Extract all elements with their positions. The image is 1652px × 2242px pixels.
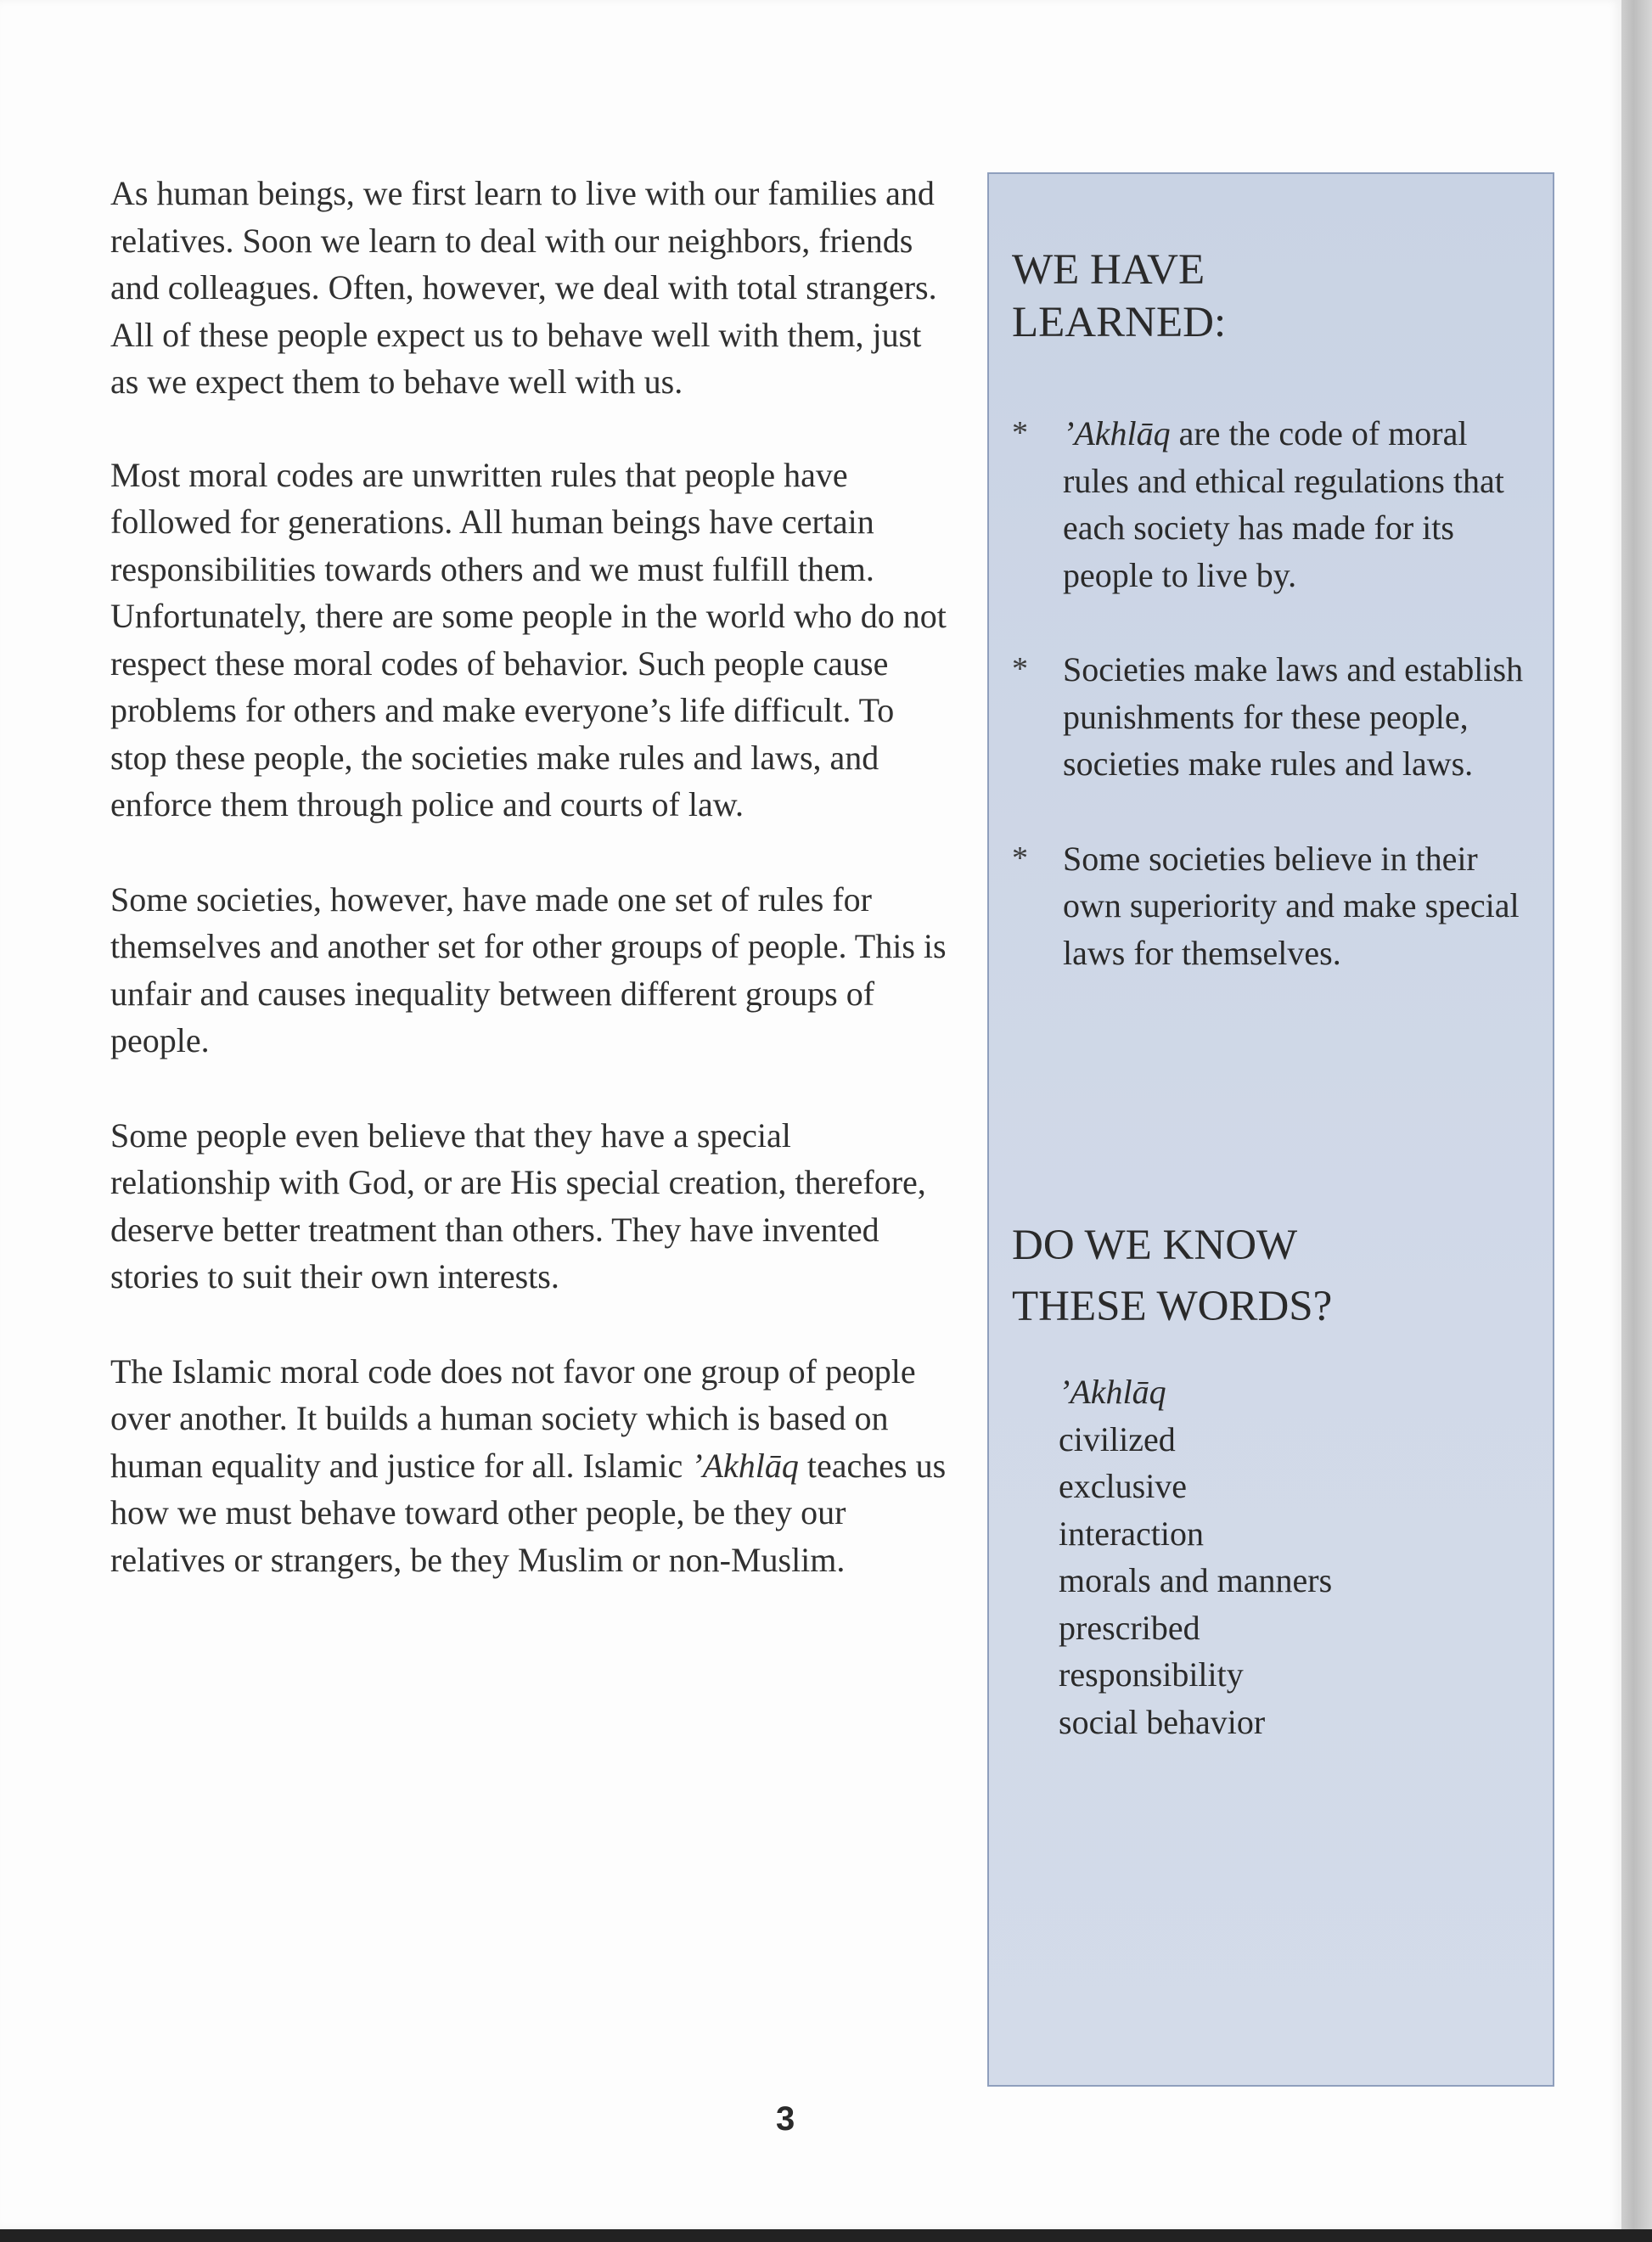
vocab-word: prescribed: [1059, 1608, 1200, 1647]
heading-line-2: LEARNED:: [1012, 299, 1227, 346]
vocab-word-akhlaq: ’Akhlāq: [1059, 1373, 1166, 1411]
vocab-word: social behavior: [1059, 1702, 1266, 1741]
page-edge-right: [1621, 0, 1652, 2242]
bullet-3-text: Some societies believe in their own superiority and make special laws for themselves.: [1063, 839, 1520, 972]
paragraph-5: [110, 1348, 951, 1584]
heading-line-2: THESE WORDS?: [1012, 1283, 1333, 1330]
bullet-2-text: Societies make laws and establish punishments for these people, societies make rules and laws.: [1063, 650, 1524, 783]
bullet-1-text: are the code of moral rules and ethical regulations that each society has made for its people to live by.: [1063, 414, 1504, 594]
learned-bullet-2: [1012, 646, 1538, 788]
learned-bullet-list: [1012, 410, 1538, 1024]
we-have-learned-heading: [1012, 244, 1226, 349]
heading-line-1: WE HAVE: [1012, 246, 1205, 294]
paragraph-5-before: The Islamic moral code does not favor one group of people over another. It builds a human society which is based on human equality and justice for all. Islamic: [110, 1351, 916, 1485]
vocab-word: interaction: [1059, 1514, 1205, 1553]
paragraph-5-after: teaches us how we must behave toward other people, be they our relatives or strangers, be they Muslim or non-Muslim.: [110, 1446, 947, 1579]
bullet-1-term: ’Akhlāq: [1063, 414, 1171, 452]
heading-line-1: DO WE KNOW: [1012, 1222, 1298, 1269]
paragraph-2: Most moral codes are unwritten rules that people have followed for generations. All human beings have certain responsibilities towards others and we must fulfill them. Unfortunately, there are some people in the world who do not respect these moral codes of behavior. Such people cause problems for others and make everyone’s life difficult. To stop these people, the societies make rules and laws, and enforce them through police and courts of law.: [110, 455, 947, 823]
paragraph-4: Some people even believe that they have a special relationship with God, or are His special creation, therefore, deserve better treatment than others. They have invented stories to suit their own interests.: [110, 1115, 926, 1295]
learned-bullet-3: [1012, 835, 1538, 977]
asterisk-bullet-icon: *: [1012, 840, 1028, 876]
vocab-word: responsibility: [1059, 1655, 1244, 1694]
akhlaq-term: ’Akhlāq: [691, 1446, 799, 1485]
main-text-column: [110, 170, 951, 1631]
page-edge-bottom: [0, 2229, 1652, 2242]
paragraph-3: Some societies, however, have made one set of rules for themselves and another set for other groups of people. This is unfair and causes inequality between different groups of people.: [110, 879, 947, 1059]
vocabulary-list: [1059, 1368, 1332, 1745]
vocab-word: exclusive: [1059, 1467, 1188, 1505]
learned-bullet-1: [1012, 410, 1538, 598]
page-number: 3: [776, 2100, 795, 2138]
asterisk-bullet-icon: *: [1012, 651, 1028, 687]
vocab-word: morals and manners: [1059, 1561, 1333, 1599]
summary-sidebar: [987, 172, 1554, 2087]
asterisk-bullet-icon: *: [1012, 415, 1028, 451]
paragraph-1: As human beings, we first learn to live with our families and relatives. Soon we learn to deal with our neighbors, friends and colleagues. Often, however, we deal with total strangers. All of these people expect us to behave well with them, just as we expect them to behave well with us.: [110, 174, 937, 401]
vocab-word: civilized: [1059, 1419, 1176, 1458]
do-we-know-these-words-heading: [1012, 1215, 1332, 1337]
